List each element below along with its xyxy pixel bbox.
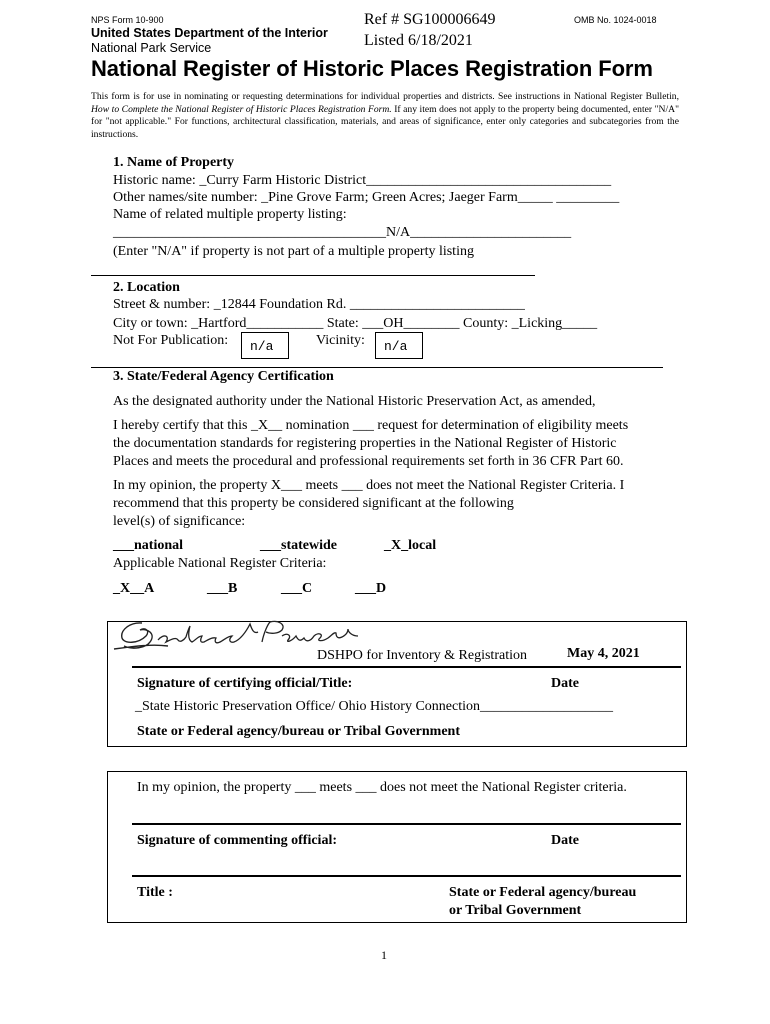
opinion-line-1: In my opinion, the property X___ meets ___ does not meet the National Register Criteria. I (113, 478, 625, 493)
related-listing-value: _______________________________________N/A_______________________ (113, 225, 572, 240)
historic-name-label: Historic name: (113, 173, 196, 188)
comment-title-line (132, 875, 681, 877)
related-listing-label: Name of related multiple property listing: (113, 207, 347, 222)
vicinity-field[interactable]: n/a (375, 332, 423, 359)
street-row (113, 297, 525, 313)
certify-agency-value: _State Historic Preservation Office/ Ohio History Connection___________________ (135, 699, 614, 714)
level-national[interactable]: ___national (113, 538, 184, 553)
vicinity-label: Vicinity: (316, 333, 365, 348)
comment-agency-label-2: or Tribal Government (449, 903, 582, 918)
service-name: National Park Service (91, 41, 212, 55)
department-name: United States Department of the Interior (91, 26, 328, 40)
city-row (113, 316, 597, 332)
opinion-line-2: recommend that this property be considered significant at the following (113, 496, 514, 511)
comment-agency-label-1: State or Federal agency/bureau (449, 885, 637, 900)
omb-number: OMB No. 1024-0018 (574, 15, 657, 25)
criteria-d[interactable]: ___D (355, 581, 387, 596)
county-value: _Licking_____ (511, 316, 598, 331)
opinion-line-3: level(s) of significance: (113, 514, 246, 529)
comment-title-label: Title : (137, 885, 173, 900)
section2-divider (91, 367, 663, 368)
enter-na-note: (Enter "N/A" if property is not part of a multiple property listing (113, 244, 474, 259)
criteria-label: Applicable National Register Criteria: (113, 556, 327, 571)
page-title: National Register of Historic Places Registration Form (91, 56, 653, 81)
criteria-b[interactable]: ___B (207, 581, 238, 596)
section1-divider (91, 275, 535, 276)
official-title-handwritten: DSHPO for Inventory & Registration (317, 648, 527, 663)
state-value: ___OH________ (362, 316, 460, 331)
comment-date-label: Date (551, 833, 579, 848)
section3-heading: 3. State/Federal Agency Certification (113, 369, 334, 384)
certify-line-3: Places and meets the procedural and professional requirements set forth in 36 CFR Part 60. (113, 454, 624, 469)
street-label: Street & number: (113, 297, 211, 312)
other-names-row (113, 190, 619, 206)
comment-signature-line (132, 823, 681, 825)
page-number: 1 (381, 948, 387, 962)
city-value: _Hartford___________ (191, 316, 324, 331)
form-number: NPS Form 10-900 (91, 15, 164, 25)
certify-agency-label: State or Federal agency/bureau or Tribal Government (137, 724, 461, 739)
certify-date-value: May 4, 2021 (567, 646, 640, 661)
certify-date-label: Date (551, 676, 579, 691)
state-label: State: (326, 316, 359, 331)
publication-label: Not For Publication: (113, 333, 229, 348)
county-label: County: (463, 316, 509, 331)
city-label: City or town: (113, 316, 188, 331)
certify-signature-label: Signature of certifying official/Title: (137, 676, 353, 691)
listed-date: Listed 6/18/2021 (364, 32, 473, 49)
comment-signature-label: Signature of commenting official: (137, 833, 337, 848)
other-names-label: Other names/site number: (113, 190, 258, 205)
intro-part2: If any item does not apply to the property being documented, enter "N/A" for "not applicable." For functions, architectural classification, materials, and areas of significance, enter only categories and subcategories from the instructions. (91, 103, 679, 140)
publication-field[interactable]: n/a (241, 332, 289, 359)
section2-heading: 2. Location (113, 280, 180, 295)
certification-authority-text: As the designated authority under the National Historic Preservation Act, as amended, (113, 394, 596, 409)
intro-bulletin: How to Complete the National Register of Historic Places Registration Form. (91, 103, 392, 115)
section1-heading: 1. Name of Property (113, 155, 235, 170)
signature-line (132, 666, 681, 668)
other-names-value: _Pine Grove Farm; Green Acres; Jaeger Farm_____ _________ (261, 190, 620, 205)
street-value: _12844 Foundation Rd. _________________________ (213, 297, 525, 312)
historic-name-value: _Curry Farm Historic District___________________________________ (199, 173, 612, 188)
historic-name-row (113, 173, 611, 189)
criteria-c[interactable]: ___C (281, 581, 313, 596)
level-statewide[interactable]: ___statewide (260, 538, 337, 553)
intro-part1: This form is for use in nominating or requesting determinations for individual properties and districts. See instructions in National Register Bulletin, (91, 91, 679, 102)
certify-line-2: the documentation standards for registering properties in the National Register of Historic (113, 436, 617, 451)
reference-number: Ref # SG100006649 (364, 11, 496, 28)
level-local[interactable]: _X_local (384, 538, 437, 553)
comment-opinion-text: In my opinion, the property ___ meets ___ does not meet the National Register criteria. (137, 780, 627, 795)
criteria-a[interactable]: _X__A (113, 581, 155, 596)
certify-line-1: I hereby certify that this _X__ nomination ___ request for determination of eligibility meets (113, 418, 629, 433)
intro-paragraph (91, 91, 679, 141)
